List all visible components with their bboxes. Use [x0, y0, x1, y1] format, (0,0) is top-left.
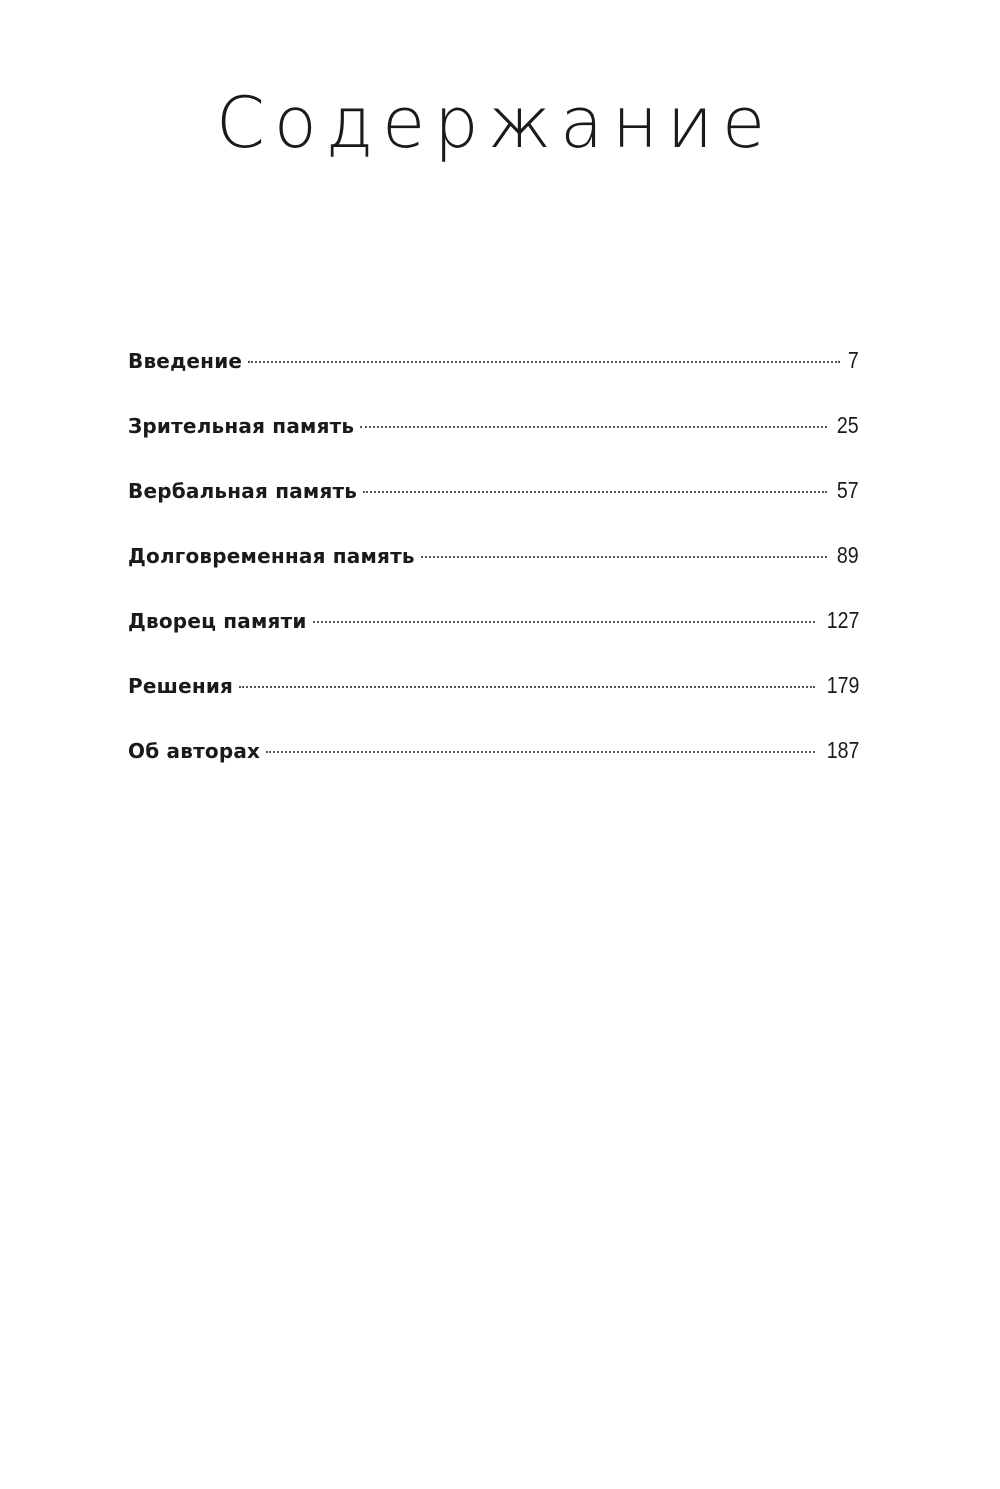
toc-entry-long-term-memory[interactable] — [128, 535, 859, 600]
dot-leader — [239, 686, 815, 688]
page-title: Содержание — [215, 82, 775, 164]
toc-entry-label: Зрительная память — [128, 414, 355, 438]
toc-entry-page: 57 — [837, 477, 859, 503]
toc-entry-page: 25 — [837, 412, 859, 438]
toc-entry-label: Вербальная память — [128, 479, 358, 503]
toc-entry-memory-palace[interactable] — [128, 600, 859, 665]
toc-entry-page: 179 — [826, 672, 859, 698]
toc-entry-visual-memory[interactable] — [128, 405, 859, 470]
toc-entry-page: 127 — [826, 607, 859, 633]
toc-entry-label: Долговременная память — [128, 544, 415, 568]
table-of-contents — [128, 340, 859, 795]
dot-leader — [313, 621, 815, 623]
dot-leader — [421, 556, 828, 558]
toc-entry-label: Введение — [128, 349, 243, 373]
toc-entry-about-authors[interactable] — [128, 730, 859, 795]
dot-leader — [248, 361, 840, 363]
toc-entry-page: 7 — [848, 347, 859, 373]
toc-entry-label: Дворец памяти — [128, 609, 307, 633]
toc-entry-introduction[interactable] — [128, 340, 859, 405]
toc-entry-label: Решения — [128, 674, 234, 698]
dot-leader — [266, 751, 814, 753]
toc-entry-verbal-memory[interactable] — [128, 470, 859, 535]
dot-leader — [363, 491, 827, 493]
toc-entry-solutions[interactable] — [128, 665, 859, 730]
toc-entry-label: Об авторах — [128, 739, 261, 763]
toc-entry-page: 187 — [826, 737, 859, 763]
toc-entry-page: 89 — [837, 542, 859, 568]
dot-leader — [360, 426, 827, 428]
